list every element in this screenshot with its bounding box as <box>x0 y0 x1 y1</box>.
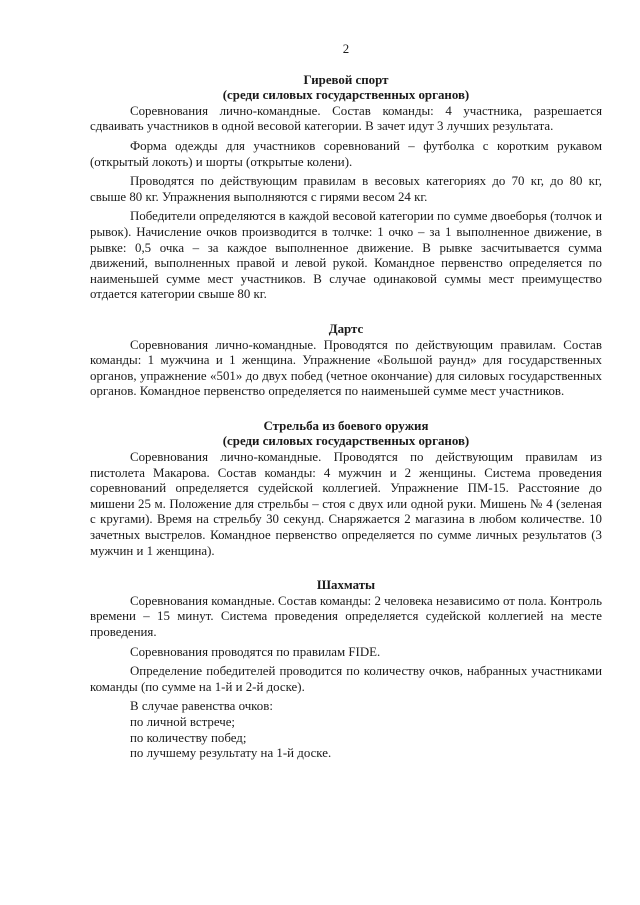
paragraph: Проводятся по действующим правилам в весовых категориях до 70 кг, до 80 кг, свыше 80 кг. Упражнения выполняются с гирями весом 24 кг. <box>90 174 602 204</box>
section-title: Шахматы <box>316 578 376 593</box>
list-item: по количеству побед; <box>130 730 247 745</box>
paragraph: Соревнования лично-командные. Проводятся по действующим правилам из пистолета Макарова. Состав команды: 4 мужчин и 2 женщины. Система проведения соревнований определяется судейской коллегией. Упражнение ПМ-15. Расстояние до мишени 25 м. Положение для стрельбы – стоя с двух или одной руки. Мишень № 4 (зеленая с кругами). Время на стрельбу 30 секунд. Снаряжается 2 магазина в любом количестве. 10 зачетных выстрелов. Командное первенство определяется по сумме личных результатов (3 мужчин и 1 женщина). <box>90 450 602 558</box>
list-item: по лучшему результату на 1-й доске. <box>130 746 332 761</box>
paragraph: Соревнования командные. Состав команды: 2 человека независимо от пола. Контроль времени – 15 минут. Система проведения определяется судейской коллегией на месте проведения. <box>90 593 602 639</box>
section-subtitle: (среди силовых государственных органов) <box>222 434 470 449</box>
section-title: Дартс <box>328 321 364 336</box>
paragraph: Соревнования лично-командные. Проводятся по действующим правилам. Состав команды: 1 мужчина и 1 женщина. Упражнение «Большой раунд» для государственных органов, упражнение «501» до двух побед (четное окончание) для силовых государственных органов. Командное первенство определяется по наименьшей сумме мест участников. <box>90 337 602 399</box>
paragraph: Соревнования лично-командные. Состав команды: 4 участника, разрешается сдваивать участников в одной весовой категории. В зачет идут 3 лучших результата. <box>90 103 602 134</box>
paragraph: В случае равенства очков: <box>130 699 273 714</box>
paragraph: Победители определяются в каждой весовой категории по сумме двоеборья (толчок и рывок). Начисление очков производится в толчке: 1 очко – за 1 выполненное движение, в рывке: 0,5 очка – за каждое выполненное движение. В рывке засчитывается сумма движений, выполненных правой и левой рукой. Командное первенство определяется по наименьшей сумме мест участников. В случае одинаковой суммы мест преимущество отдается категории свыше 80 кг. <box>90 209 602 302</box>
section-kettlebell <box>90 73 602 303</box>
section-title: Гиревой спорт <box>303 72 389 87</box>
page-number: 2 <box>342 42 350 56</box>
section-darts <box>90 322 602 400</box>
section-title: Стрельба из боевого оружия <box>263 418 429 433</box>
paragraph: Форма одежды для участников соревнований – футболка с коротким рукавом (открытый локоть) и шорты (открытые колени). <box>90 138 602 169</box>
section-subtitle: (среди силовых государственных органов) <box>222 88 470 103</box>
paragraph: Соревнования проводятся по правилам FIDE. <box>130 644 381 659</box>
section-shooting <box>90 419 602 559</box>
list-item: по личной встрече; <box>130 714 236 729</box>
paragraph: Определение победителей проводится по количеству очков, набранных участниками команды (по сумме на 1-й и 2-й доске). <box>90 664 602 694</box>
section-chess <box>90 578 602 762</box>
